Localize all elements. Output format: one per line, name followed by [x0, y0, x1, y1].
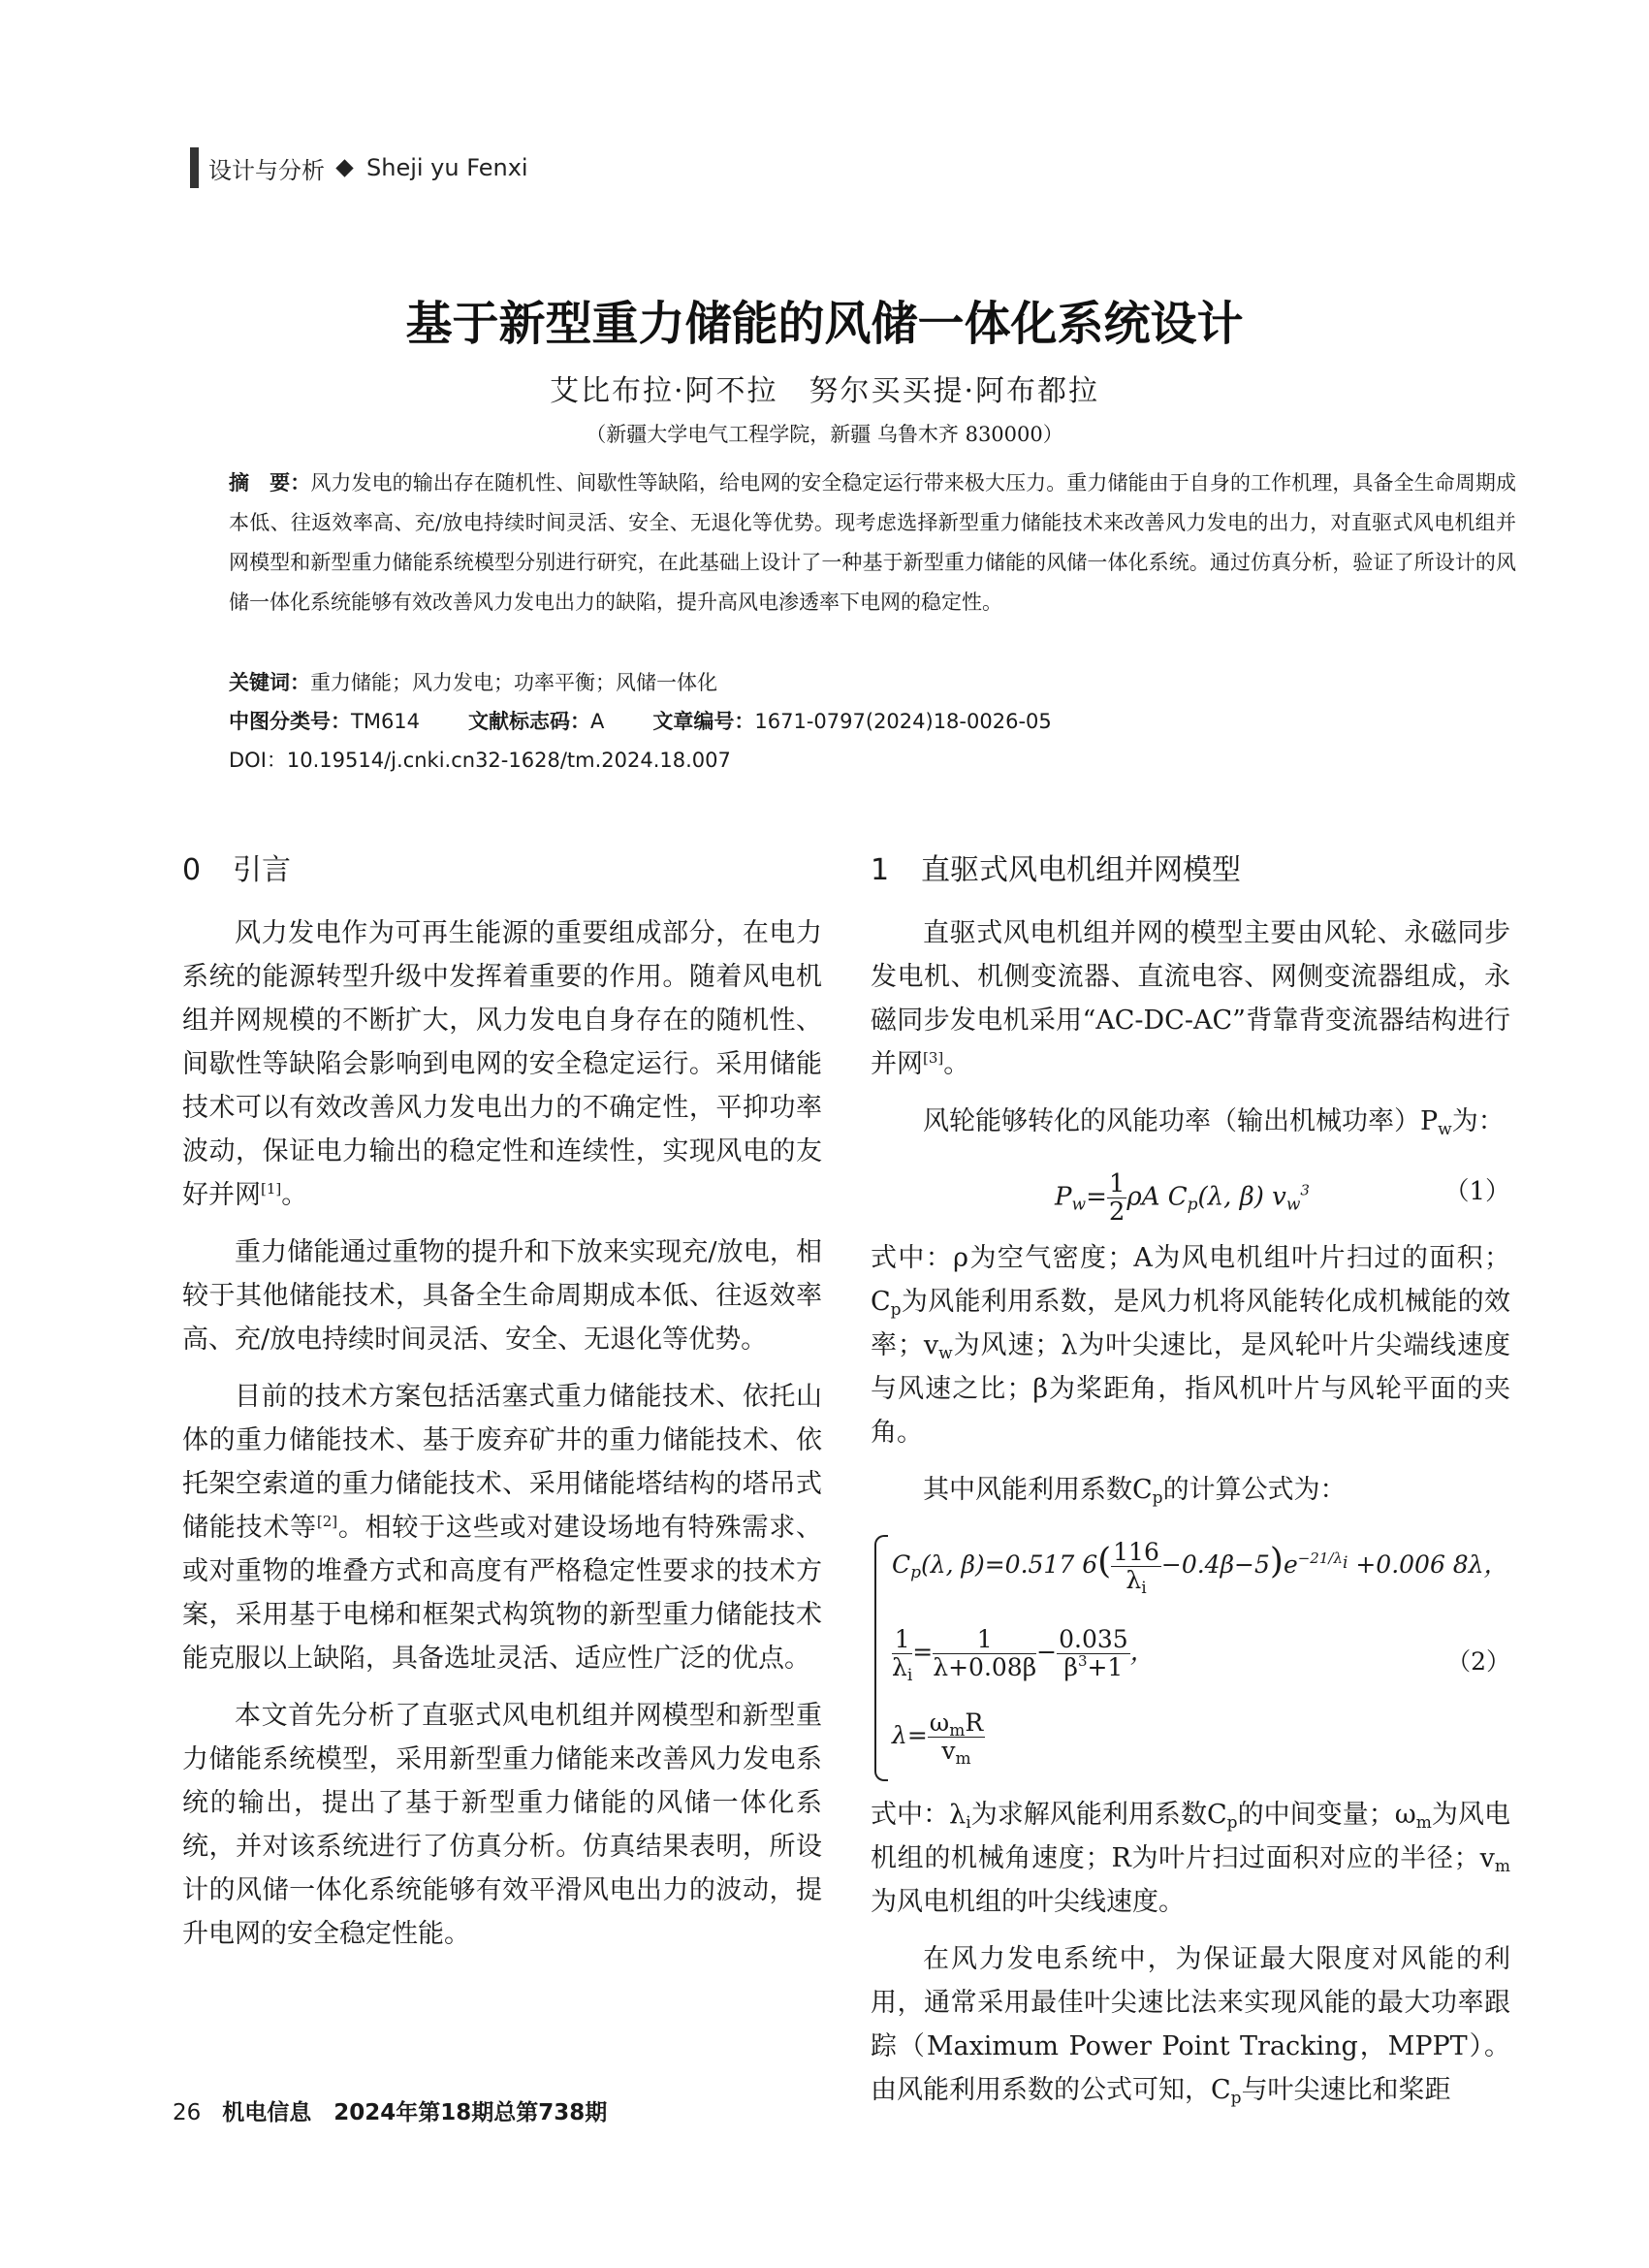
equation-2	[871, 1525, 1510, 1779]
clc-label: 中图分类号：	[229, 710, 351, 733]
intro-paragraph-3	[182, 1375, 822, 1680]
article-no-value: 1671-0797(2024)18-0026-05	[754, 710, 1052, 733]
abstract-text: 风力发电的输出存在随机性、间歇性等缺陷，给电网的安全稳定运行带来极大压力。重力储能由于自身的工作机理，具备全生命周期成本低、往返效率高、充/放电持续时间灵活、安全、无退化等优势。现考虑选择新型重力储能技术来改善风力发电的出力，对直驱式风电机组并网模型和新型重力储能系统模型分别进行研究，在此基础上设计了一种基于新型重力储能的风储一体化系统。通过仿真分析，验证了所设计的风储一体化系统能够有效改善风力发电出力的缺陷，提升高风电渗透率下电网的稳定性。	[229, 471, 1517, 614]
model-p4-text: 其中风能利用系数C	[923, 1475, 1153, 1505]
doc-code-label: 文献标志码：	[468, 710, 591, 733]
equation-1-body: $P_w=$ $\frac{1}{2}$ ρA $C_p(\lambda$, β) $v_w^3$	[1055, 1169, 1310, 1227]
intro-paragraph-1	[182, 911, 822, 1217]
model-paragraph-5: 式中：$\lambda_i$为求解风能利用系数$C_p$的中间变量；$\omega_m$为风电机组的机械角速度；R为叶片扫过面积对应的半径；$v_m$为风电机组的叶尖线速度。	[871, 1800, 1510, 1917]
section-title: 引言	[233, 853, 291, 887]
keywords	[229, 667, 717, 696]
model-paragraph-2	[871, 1100, 1510, 1143]
article-no-label: 文章编号：	[652, 710, 755, 733]
paper-affiliation: （新疆大学电气工程学院，新疆 乌鲁木齐 830000）	[586, 423, 1063, 446]
model-p3-c: 为风速；λ为叶尖速比，是风轮叶片尖端线速度与风速之比；β为桨距角，指风机叶片与风轮平面的夹角。	[871, 1330, 1510, 1448]
keywords-text: 重力储能；风力发电；功率平衡；风储一体化	[310, 671, 717, 694]
equation-1	[871, 1157, 1510, 1225]
right-column	[871, 834, 1510, 2125]
page-number: 26	[173, 2100, 202, 2125]
model-paragraph-1	[871, 911, 1510, 1086]
intro-paragraph-2: 重力储能通过重物的提升和下放来实现充/放电，相较于其他储能技术，具备全生命周期成本低、往返效率高、充/放电持续时间灵活、安全、无退化等优势。	[182, 1237, 822, 1355]
abstract	[229, 463, 1516, 623]
model-p5-d: 为风电机组的机械角速度；R为叶片扫过面积对应的半径；v	[871, 1800, 1510, 1873]
section-title: 直驱式风电机组并网模型	[921, 853, 1241, 887]
doi-label: DOI：	[229, 749, 287, 772]
model-paragraph-6: 在风力发电系统中，为保证最大限度对风能的利用，通常采用最佳叶尖速比法来实现风能的最大功率跟踪（Maximum Power Point Tracking，MPPT）。由风能利用系数的公式可知，$C_p$与叶尖速比和桨距	[871, 1944, 1510, 2108]
clc-value: TM614	[351, 710, 421, 733]
doi	[229, 745, 731, 774]
equation-2-row-2: $\frac{1}{\lambda_i}$ = $\frac{1}{\lambda+0.08\beta}$ − $\frac{0.035}{\beta^3+1}$ ，	[892, 1625, 1155, 1685]
citation-ref[interactable]: [2]	[316, 1513, 338, 1530]
section-number: 1	[871, 853, 890, 887]
equation-2-number: （2）	[1446, 1647, 1510, 1676]
abstract-label: 摘 要：	[229, 471, 311, 495]
header-section: 设计与分析	[208, 156, 325, 184]
intro-p3-end: 。相较于这些或对建设场地有特殊需求、或对重物的堆叠方式和高度有严格稳定性要求的技术方案，采用基于电梯和框架式构筑物的新型重力储能技术能克服以上缺陷，具备选址灵活、适应性广泛的优点。	[182, 1513, 822, 1674]
citation-ref[interactable]: [1]	[261, 1180, 282, 1198]
paper-authors: 艾比布拉·阿不拉 努尔买买提·阿布都拉	[549, 374, 1100, 408]
equation-2-row-1: $C_p(\lambda$, β)=0.517 6( $\frac{116}{\lambda_i}$ $-0.4\beta-5)e^{-21/\lambda_i} +0.006$ 8λ，	[892, 1538, 1508, 1598]
model-paragraph-4: 其中风能利用系数$C_p$的计算公式为：	[923, 1475, 1347, 1508]
model-p5-b: 为求解风能利用系数C	[970, 1800, 1227, 1830]
model-p5-c: 的中间变量；ω	[1237, 1800, 1416, 1830]
left-column	[182, 834, 822, 1969]
brace-icon	[874, 1535, 888, 1781]
page-footer	[173, 2094, 607, 2126]
intro-p1-end: 。	[281, 1180, 308, 1210]
equation-2-row-3: λ= $\frac{\omega_mR}{v_m}$	[892, 1709, 984, 1769]
classification	[229, 706, 1052, 735]
doi-value[interactable]: 10.19514/j.cnki.cn32-1628/tm.2024.18.007	[286, 749, 731, 772]
model-p6-text: 在风力发电系统中，为保证最大限度对风能的利用，通常采用最佳叶尖速比法来实现风能的最大功率跟踪（Maximum Power Point Tracking，MPPT）。由风能利用系数的公式可知，C	[871, 1944, 1510, 2105]
keywords-label: 关键词：	[229, 671, 310, 694]
model-p3-b: 为风能利用系数，是风力机将风能转化成机械能的效率；v	[871, 1287, 1510, 1360]
intro-paragraph-4: 本文首先分析了直驱式风电机组并网模型和新型重力储能系统模型，采用新型重力储能来改善风力发电系统的输出，提出了基于新型重力储能的风储一体化系统，并对该系统进行了仿真分析。仿真结果表明，所设计的风储一体化系统能够有效平滑风电出力的波动，提升电网的安全稳定性能。	[182, 1701, 822, 1949]
paper-title: 基于新型重力储能的风储一体化系统设计	[405, 297, 1244, 351]
running-head	[190, 147, 528, 188]
doc-code-value: A	[590, 710, 605, 733]
equation-1-number: （1）	[1443, 1177, 1510, 1206]
model-p5-e: 为风电机组的叶尖线速度。	[871, 1887, 1185, 1917]
intro-p1-text: 风力发电作为可再生能源的重要组成部分，在电力系统的能源转型升级中发挥着重要的作用。随着风电机组并网规模的不断扩大，风力发电自身存在的随机性、间歇性等缺陷会影响到电网的安全稳定运行。采用储能技术可以有效改善风力发电出力的不确定性，平抑功率波动，保证电力输出的稳定性和连续性，实现风电的友好并网	[182, 918, 822, 1210]
section-heading-model	[871, 842, 1510, 900]
model-paragraph-3: 式中：ρ为空气密度；A为风电机组叶片扫过的面积；$C_p$为风能利用系数，是风力机将风能转化成机械能的效率；$v_w$为风速；λ为叶尖速比，是风轮叶片尖端线速度与风速之比；β为桨距角，指风机叶片与风轮平面的夹角。	[871, 1243, 1510, 1448]
model-p1-end: 。	[943, 1049, 970, 1079]
model-p2-end: 为：	[1451, 1106, 1505, 1136]
header-bar	[190, 147, 199, 188]
model-p5-text: 式中：λ	[871, 1800, 967, 1830]
model-p2-text: 风轮能够转化的风能功率（输出机械功率）P	[923, 1106, 1439, 1136]
diamond-icon	[335, 159, 353, 176]
journal-issue: 机电信息 2024年第18期总第738期	[222, 2100, 608, 2125]
section-number: 0	[182, 853, 202, 887]
citation-ref[interactable]: [3]	[923, 1049, 944, 1067]
intro-p3-text: 目前的技术方案包括活塞式重力储能技术、依托山体的重力储能技术、基于废弃矿井的重力储能技术、依托架空索道的重力储能技术、采用储能塔结构的塔吊式储能技术等	[182, 1382, 822, 1543]
subscript: w	[1438, 1120, 1452, 1139]
model-p6-end: 与叶尖速比和桨距	[1241, 2075, 1451, 2105]
model-p1-text: 直驱式风电机组并网的模型主要由风轮、永磁同步发电机、机侧变流器、直流电容、网侧变流器组成，永磁同步发电机采用“AC-DC-AC”背靠背变流器结构进行并网	[871, 918, 1510, 1079]
model-p4-end: 的计算公式为：	[1162, 1475, 1347, 1505]
header-pinyin: Sheji yu Fenxi	[366, 154, 528, 181]
model-p3-text: 式中：ρ为空气密度；A为风电机组叶片扫过的面积；C	[871, 1243, 1510, 1317]
section-heading-intro	[182, 842, 822, 900]
